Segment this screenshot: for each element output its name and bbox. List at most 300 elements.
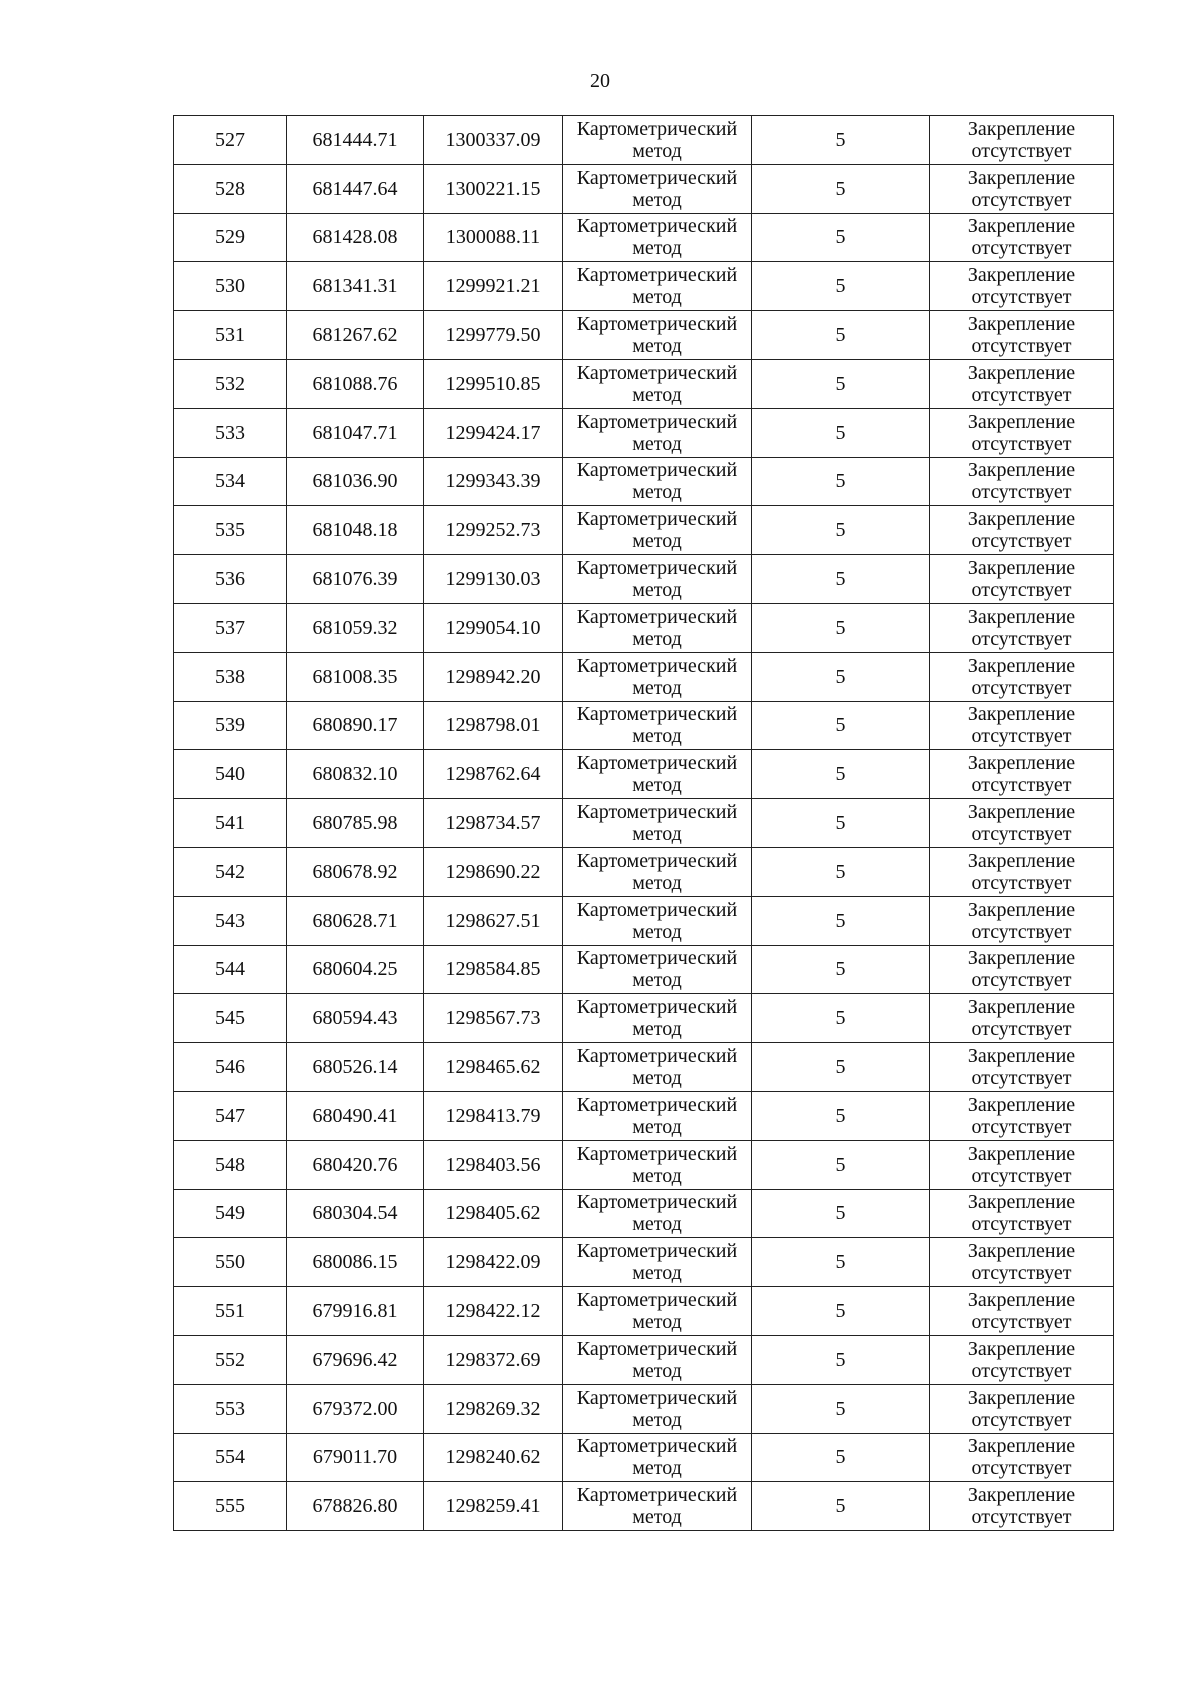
point-number-cell: 555 — [174, 1482, 287, 1531]
y-coordinate-cell: 1299343.39 — [424, 457, 563, 506]
method-line1: Картометрический — [576, 849, 738, 872]
method-line1: Картометрический — [576, 654, 738, 677]
method-line1: Картометрический — [576, 1484, 738, 1507]
accuracy-cell: 5 — [752, 457, 930, 506]
method-line2: метод — [632, 871, 682, 894]
fixing-cell — [930, 1335, 1114, 1384]
table-row — [174, 750, 1114, 799]
method-cell — [563, 1189, 752, 1238]
method-line2: метод — [632, 530, 682, 553]
x-coordinate-cell: 680628.71 — [287, 896, 424, 945]
accuracy-cell: 5 — [752, 1384, 930, 1433]
fixing-cell — [930, 457, 1114, 506]
method-cell — [563, 213, 752, 262]
fixing-cell — [930, 408, 1114, 457]
method-cell — [563, 701, 752, 750]
fixing-line1: Закрепление — [967, 1191, 1076, 1214]
fixing-line1: Закрепление — [967, 898, 1076, 921]
point-number-cell: 550 — [174, 1238, 287, 1287]
fixing-line1: Закрепление — [967, 1093, 1076, 1116]
method-line1: Картометрический — [576, 1142, 738, 1165]
accuracy-cell: 5 — [752, 555, 930, 604]
fixing-line1: Закрепление — [967, 1337, 1076, 1360]
point-number-cell: 539 — [174, 701, 287, 750]
fixing-line2: отсутствует — [971, 139, 1072, 162]
method-line1: Картометрический — [576, 410, 738, 433]
table-row — [174, 945, 1114, 994]
point-number-cell: 554 — [174, 1433, 287, 1482]
fixing-line1: Закрепление — [967, 801, 1076, 824]
y-coordinate-cell: 1299921.21 — [424, 262, 563, 311]
fixing-line2: отсутствует — [971, 871, 1072, 894]
fixing-line2: отсутствует — [971, 1213, 1072, 1236]
fixing-line1: Закрепление — [967, 410, 1076, 433]
table-row — [174, 896, 1114, 945]
method-line1: Картометрический — [576, 459, 738, 482]
x-coordinate-cell: 679696.42 — [287, 1335, 424, 1384]
table-row — [174, 555, 1114, 604]
x-coordinate-cell: 680890.17 — [287, 701, 424, 750]
method-line2: метод — [632, 139, 682, 162]
accuracy-cell: 5 — [752, 994, 930, 1043]
accuracy-cell: 5 — [752, 262, 930, 311]
x-coordinate-cell: 680604.25 — [287, 945, 424, 994]
point-number-cell: 543 — [174, 896, 287, 945]
x-coordinate-cell: 681008.35 — [287, 652, 424, 701]
method-cell — [563, 799, 752, 848]
method-line1: Картометрический — [576, 752, 738, 775]
fixing-line2: отсутствует — [971, 432, 1072, 455]
x-coordinate-cell: 680490.41 — [287, 1091, 424, 1140]
method-line2: метод — [632, 774, 682, 797]
x-coordinate-cell: 681341.31 — [287, 262, 424, 311]
table-row — [174, 1384, 1114, 1433]
fixing-line2: отсутствует — [971, 579, 1072, 602]
method-line1: Картометрический — [576, 1435, 738, 1458]
accuracy-cell: 5 — [752, 896, 930, 945]
fixing-cell — [930, 1384, 1114, 1433]
method-cell — [563, 1091, 752, 1140]
table-row — [174, 652, 1114, 701]
fixing-line2: отсутствует — [971, 1018, 1072, 1041]
method-cell — [563, 1433, 752, 1482]
fixing-line2: отсутствует — [971, 1164, 1072, 1187]
point-number-cell: 551 — [174, 1287, 287, 1336]
table-row — [174, 1433, 1114, 1482]
y-coordinate-cell: 1299252.73 — [424, 506, 563, 555]
fixing-line2: отсутствует — [971, 237, 1072, 260]
y-coordinate-cell: 1298567.73 — [424, 994, 563, 1043]
table-row — [174, 262, 1114, 311]
table-row — [174, 1189, 1114, 1238]
point-number-cell: 531 — [174, 311, 287, 360]
x-coordinate-cell: 680832.10 — [287, 750, 424, 799]
fixing-line1: Закрепление — [967, 361, 1076, 384]
fixing-line1: Закрепление — [967, 1484, 1076, 1507]
fixing-line2: отсутствует — [971, 1115, 1072, 1138]
accuracy-cell: 5 — [752, 1043, 930, 1092]
table-row — [174, 1238, 1114, 1287]
fixing-line2: отсутствует — [971, 1457, 1072, 1480]
fixing-line1: Закрепление — [967, 1289, 1076, 1312]
table-row — [174, 164, 1114, 213]
y-coordinate-cell: 1298240.62 — [424, 1433, 563, 1482]
method-line2: метод — [632, 1018, 682, 1041]
fixing-line2: отсутствует — [971, 481, 1072, 504]
x-coordinate-cell: 681444.71 — [287, 116, 424, 165]
fixing-line1: Закрепление — [967, 1045, 1076, 1068]
method-line1: Картометрический — [576, 1045, 738, 1068]
table-row — [174, 457, 1114, 506]
fixing-cell — [930, 945, 1114, 994]
fixing-cell — [930, 116, 1114, 165]
y-coordinate-cell: 1298413.79 — [424, 1091, 563, 1140]
x-coordinate-cell: 681059.32 — [287, 603, 424, 652]
table-row — [174, 1140, 1114, 1189]
y-coordinate-cell: 1298269.32 — [424, 1384, 563, 1433]
fixing-cell — [930, 213, 1114, 262]
point-number-cell: 536 — [174, 555, 287, 604]
method-cell — [563, 1287, 752, 1336]
method-cell — [563, 457, 752, 506]
table-row — [174, 1482, 1114, 1531]
table-row — [174, 994, 1114, 1043]
method-line2: метод — [632, 627, 682, 650]
accuracy-cell: 5 — [752, 506, 930, 555]
y-coordinate-cell: 1300337.09 — [424, 116, 563, 165]
method-cell — [563, 506, 752, 555]
accuracy-cell: 5 — [752, 1189, 930, 1238]
x-coordinate-cell: 679916.81 — [287, 1287, 424, 1336]
fixing-cell — [930, 652, 1114, 701]
method-line1: Картометрический — [576, 166, 738, 189]
accuracy-cell: 5 — [752, 1091, 930, 1140]
point-number-cell: 537 — [174, 603, 287, 652]
method-line2: метод — [632, 579, 682, 602]
method-cell — [563, 750, 752, 799]
x-coordinate-cell: 680526.14 — [287, 1043, 424, 1092]
method-line1: Картометрический — [576, 1337, 738, 1360]
method-line2: метод — [632, 432, 682, 455]
method-line1: Картометрический — [576, 1386, 738, 1409]
table-row — [174, 1335, 1114, 1384]
x-coordinate-cell: 681267.62 — [287, 311, 424, 360]
y-coordinate-cell: 1298465.62 — [424, 1043, 563, 1092]
fixing-line2: отсутствует — [971, 1262, 1072, 1285]
point-number-cell: 528 — [174, 164, 287, 213]
method-cell — [563, 847, 752, 896]
method-line2: метод — [632, 676, 682, 699]
method-cell — [563, 1335, 752, 1384]
fixing-line2: отсутствует — [971, 1311, 1072, 1334]
method-line1: Картометрический — [576, 898, 738, 921]
y-coordinate-cell: 1298690.22 — [424, 847, 563, 896]
x-coordinate-cell: 680678.92 — [287, 847, 424, 896]
accuracy-cell: 5 — [752, 603, 930, 652]
fixing-line1: Закрепление — [967, 752, 1076, 775]
point-number-cell: 541 — [174, 799, 287, 848]
page-number: 20 — [590, 70, 610, 92]
fixing-line1: Закрепление — [967, 849, 1076, 872]
method-line1: Картометрический — [576, 801, 738, 824]
fixing-cell — [930, 506, 1114, 555]
method-line1: Картометрический — [576, 557, 738, 580]
method-cell — [563, 311, 752, 360]
accuracy-cell: 5 — [752, 1335, 930, 1384]
method-line2: метод — [632, 481, 682, 504]
table-row — [174, 359, 1114, 408]
method-cell — [563, 116, 752, 165]
fixing-line2: отсутствует — [971, 627, 1072, 650]
method-line2: метод — [632, 1311, 682, 1334]
method-line1: Картометрический — [576, 1093, 738, 1116]
method-line1: Картометрический — [576, 361, 738, 384]
x-coordinate-cell: 680086.15 — [287, 1238, 424, 1287]
accuracy-cell: 5 — [752, 750, 930, 799]
accuracy-cell: 5 — [752, 652, 930, 701]
method-cell — [563, 1140, 752, 1189]
fixing-line1: Закрепление — [967, 996, 1076, 1019]
fixing-cell — [930, 847, 1114, 896]
x-coordinate-cell: 680420.76 — [287, 1140, 424, 1189]
method-cell — [563, 1043, 752, 1092]
point-number-cell: 532 — [174, 359, 287, 408]
method-line2: метод — [632, 286, 682, 309]
accuracy-cell: 5 — [752, 1287, 930, 1336]
fixing-cell — [930, 555, 1114, 604]
fixing-line2: отсутствует — [971, 335, 1072, 358]
fixing-cell — [930, 1238, 1114, 1287]
method-line2: метод — [632, 823, 682, 846]
method-line1: Картометрический — [576, 1240, 738, 1263]
fixing-cell — [930, 359, 1114, 408]
accuracy-cell: 5 — [752, 945, 930, 994]
fixing-cell — [930, 262, 1114, 311]
fixing-cell — [930, 1287, 1114, 1336]
fixing-line1: Закрепление — [967, 703, 1076, 726]
fixing-line1: Закрепление — [967, 166, 1076, 189]
method-cell — [563, 652, 752, 701]
fixing-cell — [930, 1482, 1114, 1531]
method-line2: метод — [632, 920, 682, 943]
method-line1: Картометрический — [576, 117, 738, 140]
table-row — [174, 506, 1114, 555]
fixing-line2: отсутствует — [971, 1067, 1072, 1090]
point-number-cell: 552 — [174, 1335, 287, 1384]
x-coordinate-cell: 680304.54 — [287, 1189, 424, 1238]
x-coordinate-cell: 680594.43 — [287, 994, 424, 1043]
fixing-line1: Закрепление — [967, 264, 1076, 287]
point-number-cell: 533 — [174, 408, 287, 457]
fixing-cell — [930, 1043, 1114, 1092]
y-coordinate-cell: 1300088.11 — [424, 213, 563, 262]
method-cell — [563, 408, 752, 457]
x-coordinate-cell: 681428.08 — [287, 213, 424, 262]
point-number-cell: 535 — [174, 506, 287, 555]
fixing-line2: отсутствует — [971, 286, 1072, 309]
y-coordinate-cell: 1299130.03 — [424, 555, 563, 604]
fixing-cell — [930, 164, 1114, 213]
fixing-line2: отсутствует — [971, 676, 1072, 699]
table-row — [174, 847, 1114, 896]
method-cell — [563, 994, 752, 1043]
x-coordinate-cell: 680785.98 — [287, 799, 424, 848]
method-line2: метод — [632, 1067, 682, 1090]
method-line2: метод — [632, 237, 682, 260]
point-number-cell: 549 — [174, 1189, 287, 1238]
method-line2: метод — [632, 1359, 682, 1382]
accuracy-cell: 5 — [752, 701, 930, 750]
method-line2: метод — [632, 725, 682, 748]
point-number-cell: 530 — [174, 262, 287, 311]
fixing-line2: отсутствует — [971, 774, 1072, 797]
method-line1: Картометрический — [576, 215, 738, 238]
method-cell — [563, 359, 752, 408]
accuracy-cell: 5 — [752, 116, 930, 165]
x-coordinate-cell: 681036.90 — [287, 457, 424, 506]
x-coordinate-cell: 681447.64 — [287, 164, 424, 213]
fixing-cell — [930, 1433, 1114, 1482]
table-row — [174, 408, 1114, 457]
y-coordinate-cell: 1298405.62 — [424, 1189, 563, 1238]
point-number-cell: 534 — [174, 457, 287, 506]
accuracy-cell: 5 — [752, 164, 930, 213]
point-number-cell: 540 — [174, 750, 287, 799]
method-line1: Картометрический — [576, 1191, 738, 1214]
point-number-cell: 542 — [174, 847, 287, 896]
fixing-cell — [930, 1189, 1114, 1238]
x-coordinate-cell: 678826.80 — [287, 1482, 424, 1531]
table-row — [174, 1043, 1114, 1092]
fixing-line1: Закрепление — [967, 947, 1076, 970]
method-line2: метод — [632, 1262, 682, 1285]
point-number-cell: 547 — [174, 1091, 287, 1140]
fixing-line1: Закрепление — [967, 1386, 1076, 1409]
method-line1: Картометрический — [576, 313, 738, 336]
fixing-cell — [930, 1140, 1114, 1189]
method-cell — [563, 262, 752, 311]
method-line1: Картометрический — [576, 605, 738, 628]
method-line2: метод — [632, 1408, 682, 1431]
fixing-cell — [930, 896, 1114, 945]
method-line2: метод — [632, 1164, 682, 1187]
fixing-cell — [930, 994, 1114, 1043]
x-coordinate-cell: 681048.18 — [287, 506, 424, 555]
method-line1: Картометрический — [576, 996, 738, 1019]
y-coordinate-cell: 1299510.85 — [424, 359, 563, 408]
table-row — [174, 311, 1114, 360]
y-coordinate-cell: 1298942.20 — [424, 652, 563, 701]
fixing-line2: отсутствует — [971, 1408, 1072, 1431]
point-number-cell: 545 — [174, 994, 287, 1043]
method-line2: метод — [632, 383, 682, 406]
y-coordinate-cell: 1298422.12 — [424, 1287, 563, 1336]
table-row — [174, 213, 1114, 262]
table-row — [174, 1287, 1114, 1336]
point-number-cell: 553 — [174, 1384, 287, 1433]
point-number-cell: 548 — [174, 1140, 287, 1189]
fixing-line1: Закрепление — [967, 557, 1076, 580]
point-number-cell: 544 — [174, 945, 287, 994]
y-coordinate-cell: 1298627.51 — [424, 896, 563, 945]
accuracy-cell: 5 — [752, 1238, 930, 1287]
fixing-line1: Закрепление — [967, 1142, 1076, 1165]
method-line2: метод — [632, 188, 682, 211]
fixing-cell — [930, 311, 1114, 360]
method-line1: Картометрический — [576, 947, 738, 970]
fixing-line1: Закрепление — [967, 1240, 1076, 1263]
method-line2: метод — [632, 1506, 682, 1529]
accuracy-cell: 5 — [752, 359, 930, 408]
accuracy-cell: 5 — [752, 311, 930, 360]
coordinates-table-body — [174, 116, 1114, 1531]
x-coordinate-cell: 681047.71 — [287, 408, 424, 457]
fixing-cell — [930, 701, 1114, 750]
point-number-cell: 529 — [174, 213, 287, 262]
method-line2: метод — [632, 969, 682, 992]
y-coordinate-cell: 1300221.15 — [424, 164, 563, 213]
method-line1: Картометрический — [576, 264, 738, 287]
method-line2: метод — [632, 335, 682, 358]
accuracy-cell: 5 — [752, 1482, 930, 1531]
accuracy-cell: 5 — [752, 847, 930, 896]
fixing-line2: отсутствует — [971, 920, 1072, 943]
method-cell — [563, 1238, 752, 1287]
coordinates-table — [173, 115, 1114, 1531]
method-line2: метод — [632, 1457, 682, 1480]
method-line1: Картометрический — [576, 703, 738, 726]
method-cell — [563, 603, 752, 652]
fixing-line1: Закрепление — [967, 654, 1076, 677]
accuracy-cell: 5 — [752, 1433, 930, 1482]
point-number-cell: 538 — [174, 652, 287, 701]
table-row — [174, 1091, 1114, 1140]
method-line2: метод — [632, 1213, 682, 1236]
point-number-cell: 527 — [174, 116, 287, 165]
fixing-line1: Закрепление — [967, 1435, 1076, 1458]
method-cell — [563, 164, 752, 213]
method-line1: Картометрический — [576, 1289, 738, 1312]
method-cell — [563, 896, 752, 945]
fixing-line1: Закрепление — [967, 508, 1076, 531]
fixing-line1: Закрепление — [967, 605, 1076, 628]
x-coordinate-cell: 681076.39 — [287, 555, 424, 604]
y-coordinate-cell: 1298403.56 — [424, 1140, 563, 1189]
accuracy-cell: 5 — [752, 213, 930, 262]
fixing-cell — [930, 799, 1114, 848]
y-coordinate-cell: 1298422.09 — [424, 1238, 563, 1287]
table-row — [174, 116, 1114, 165]
x-coordinate-cell: 679011.70 — [287, 1433, 424, 1482]
fixing-line2: отсутствует — [971, 823, 1072, 846]
method-cell — [563, 555, 752, 604]
method-cell — [563, 1482, 752, 1531]
y-coordinate-cell: 1299054.10 — [424, 603, 563, 652]
fixing-line1: Закрепление — [967, 459, 1076, 482]
fixing-line2: отсутствует — [971, 188, 1072, 211]
fixing-line2: отсутствует — [971, 530, 1072, 553]
fixing-line1: Закрепление — [967, 117, 1076, 140]
y-coordinate-cell: 1298762.64 — [424, 750, 563, 799]
fixing-line2: отсутствует — [971, 1506, 1072, 1529]
fixing-cell — [930, 750, 1114, 799]
method-line2: метод — [632, 1115, 682, 1138]
fixing-line1: Закрепление — [967, 313, 1076, 336]
fixing-line1: Закрепление — [967, 215, 1076, 238]
fixing-line2: отсутствует — [971, 383, 1072, 406]
y-coordinate-cell: 1299779.50 — [424, 311, 563, 360]
x-coordinate-cell: 681088.76 — [287, 359, 424, 408]
